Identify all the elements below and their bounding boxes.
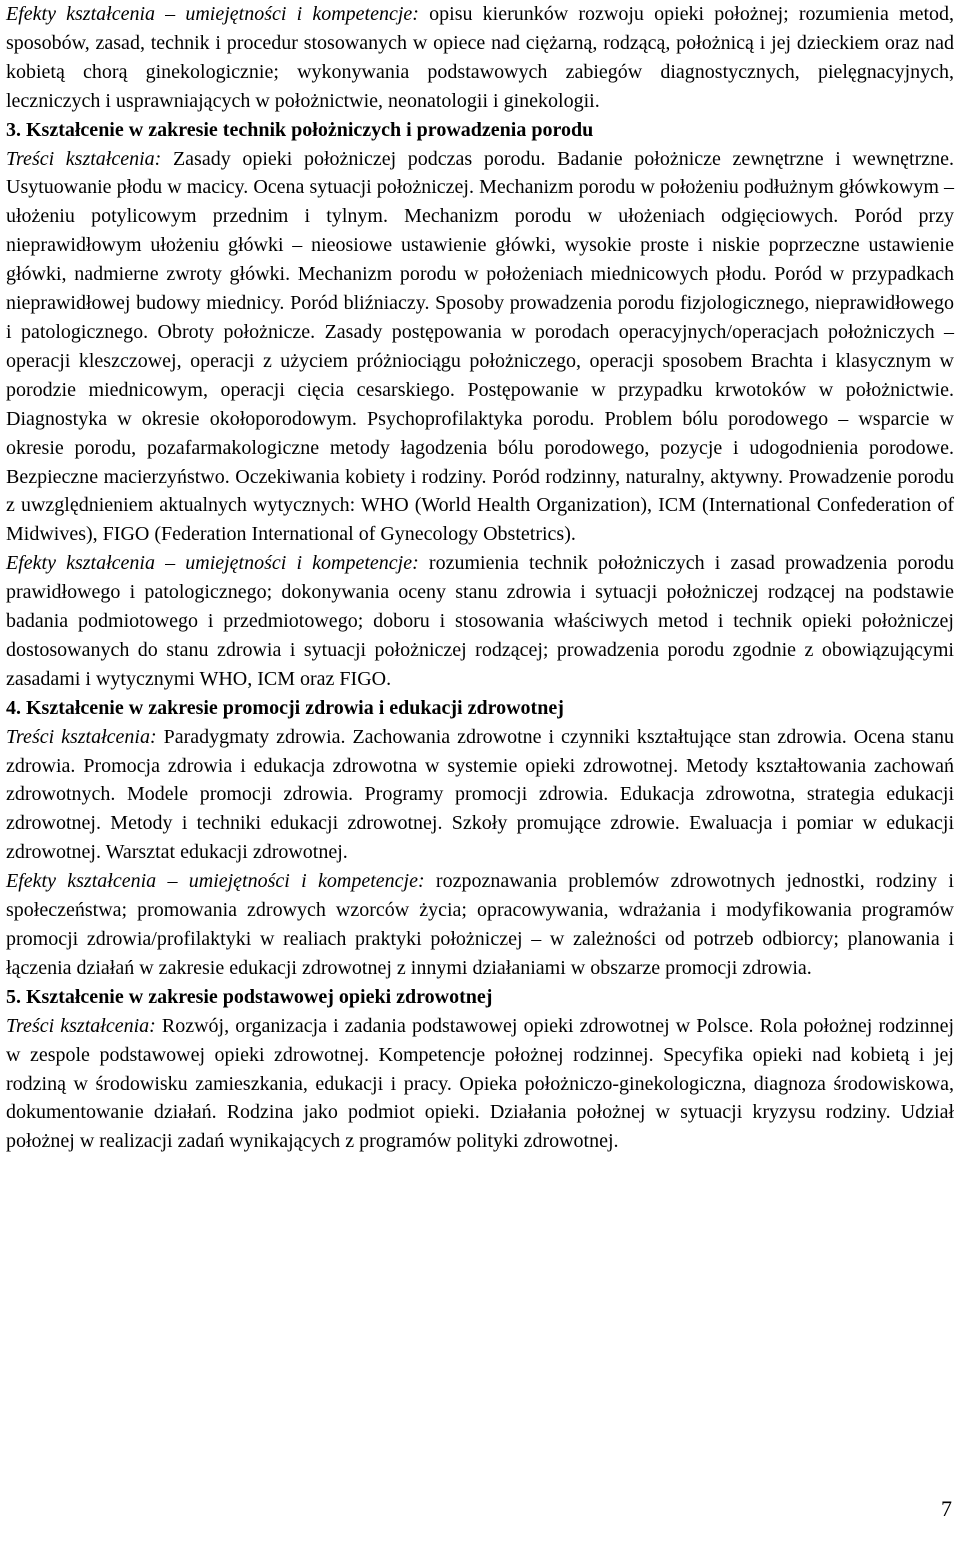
learning-outcomes-paragraph — [6, 867, 954, 983]
section-label: Treści kształcenia: — [6, 725, 157, 748]
page-number: 7 — [941, 1496, 952, 1521]
content-paragraph — [6, 723, 954, 868]
paragraph-text: Rozwój, organizacja i zadania podstawowej opieki zdrowotnej w Polsce. Rola położnej rodzinnej w zespole podstawowej opieki zdrowotnej. Kompetencje położnej rodzinnej. Specyfika opieki nad kobietą i jej rodziną w środowisku zamieszkania, edukacji i pracy. Opieka położniczo-ginekologiczna, diagnoza środowiskowa, dokumentowanie działań. Rodzina jako podmiot opieki. Działania położnej w sytuacji kryzysu rodziny. Udział położnej w realizacji zadań wynikających z programów polityki zdrowotnej. — [6, 1014, 954, 1153]
section-heading: 3. Kształcenie w zakresie technik położniczych i prowadzenia porodu — [6, 118, 594, 141]
paragraph-text: Paradygmaty zdrowia. Zachowania zdrowotne i czynniki kształtujące stan zdrowia. Ocena stanu zdrowia. Promocja zdrowia i edukacja zdrowotna w systemie opieki zdrowotnej. Metody kształtowania zachowań zdrowotnych. Modele promocji zdrowia. Programy promocji zdrowia. Edukacja zdrowotna, strategia edukacji zdrowotnej. Metody i techniki edukacji zdrowotnej. Szkoły promujące zdrowie. Ewaluacja i pomiar w edukacji zdrowotnej. Warsztat edukacji zdrowotnej. — [6, 725, 954, 864]
learning-outcomes-paragraph — [6, 549, 954, 694]
document-page — [6, 0, 954, 1156]
content-paragraph — [6, 145, 954, 550]
section-heading: 5. Kształcenie w zakresie podstawowej opieki zdrowotnej — [6, 985, 493, 1008]
paragraph-text: rozumienia technik położniczych i zasad prowadzenia porodu prawidłowego i patologicznego; dokonywania oceny stanu zdrowia i sytuacji położniczej rodzącej na podstawie badania podmiotowego i przedmiotowego; doboru i stosowania właściwych metod i technik opieki położniczej dostosowanych do stanu zdrowia i sytuacji położniczej rodzącej; prowadzenia porodu zgodnie z obowiązującymi zasadami i wytycznymi WHO, ICM oraz FIGO. — [6, 552, 955, 690]
paragraph-text: rozpoznawania problemów zdrowotnych jednostki, rodziny i społeczeństwa; promowania zdrowych wzorców życia; opracowywania, wdrażania i modyfikowania programów promocji zdrowia/profilaktyki w realiach praktyki położniczej – w zależności od potrzeb odbiorcy; planowania i łączenia działań w zakresie edukacji zdrowotnej z innymi działaniami w obszarze promocji zdrowia. — [6, 870, 954, 979]
section-label: Treści kształcenia: — [6, 147, 162, 170]
section-label: Treści kształcenia: — [6, 1014, 156, 1037]
section-heading: 4. Kształcenie w zakresie promocji zdrowia i edukacji zdrowotnej — [6, 696, 564, 719]
section-label: Efekty kształcenia – umiejętności i kompetencje: — [6, 3, 419, 25]
content-paragraph — [6, 1012, 954, 1157]
section-label: Efekty kształcenia – umiejętności i kompetencje: — [6, 552, 419, 575]
section-label: Efekty kształcenia – umiejętności i kompetencje: — [6, 870, 425, 893]
paragraph-text: Zasady opieki położniczej podczas porodu. Badanie położnicze zewnętrzne i wewnętrzne. Usytuowanie płodu w macicy. Ocena sytuacji położniczej. Mechanizm porodu w położeniu podłużnym główkowym – ułożeniu potylicowym przednim i tylnym. Mechanizm porodu w ułożeniach odgięciowych. Poród przy nieprawidłowym ułożeniu główki – nieosiowe ustawienie główki, wysokie proste i niskie poprzeczne ustawienie główki, nadmierne zwroty główki. Mechanizm porodu w położeniach miednicowych płodu. Poród w przypadkach nieprawidłowej budowy miednicy. Poród bliźniaczy. Sposoby prowadzenia porodu fizjologicznego, nieprawidłowego i patologicznego. Obroty położnicze. Zasady postępowania w porodach operacyjnych/operacjach położniczych – operacji kleszczowej, operacji z użyciem próżniociągu położniczego, operacji sposobem Brachta i klasycznym w porodzie miednicowym, operacji cięcia cesarskiego. Postępowanie w przypadku krwotoków w położnictwie. Diagnostyka w okresie okołoporodowym. Psychoprofilaktyka porodu. Problem bólu porodowego – wsparcie w okresie porodu, pozafarmakologiczne metody łagodzenia bólu porodowego, pozycje i udogodnienia porodowe. Bezpieczne macierzyństwo. Oczekiwania kobiety i rodziny. Poród rodzinny, naturalny, aktywny. Prowadzenie porodu z uwzględnieniem aktualnych wytycznych: WHO (World Health Organization), ICM (International Confederation of Midwives), FIGO (Federation International of Gynecology Obstetrics). — [6, 147, 955, 546]
paragraph-text: opisu kierunków rozwoju opieki położnej; rozumienia metod, sposobów, zasad, technik i procedur stosowanych w opiece nad ciężarną, rodzącą, położnicą i jej dzieckiem oraz nad kobietą chorą ginekologicznie; wykonywania podstawowych zabiegów diagnostycznych, pielęgnacyjnych, leczniczych i usprawniających w położnictwie, neonatologii i ginekologii. — [6, 3, 954, 112]
learning-outcomes-paragraph — [6, 0, 954, 116]
